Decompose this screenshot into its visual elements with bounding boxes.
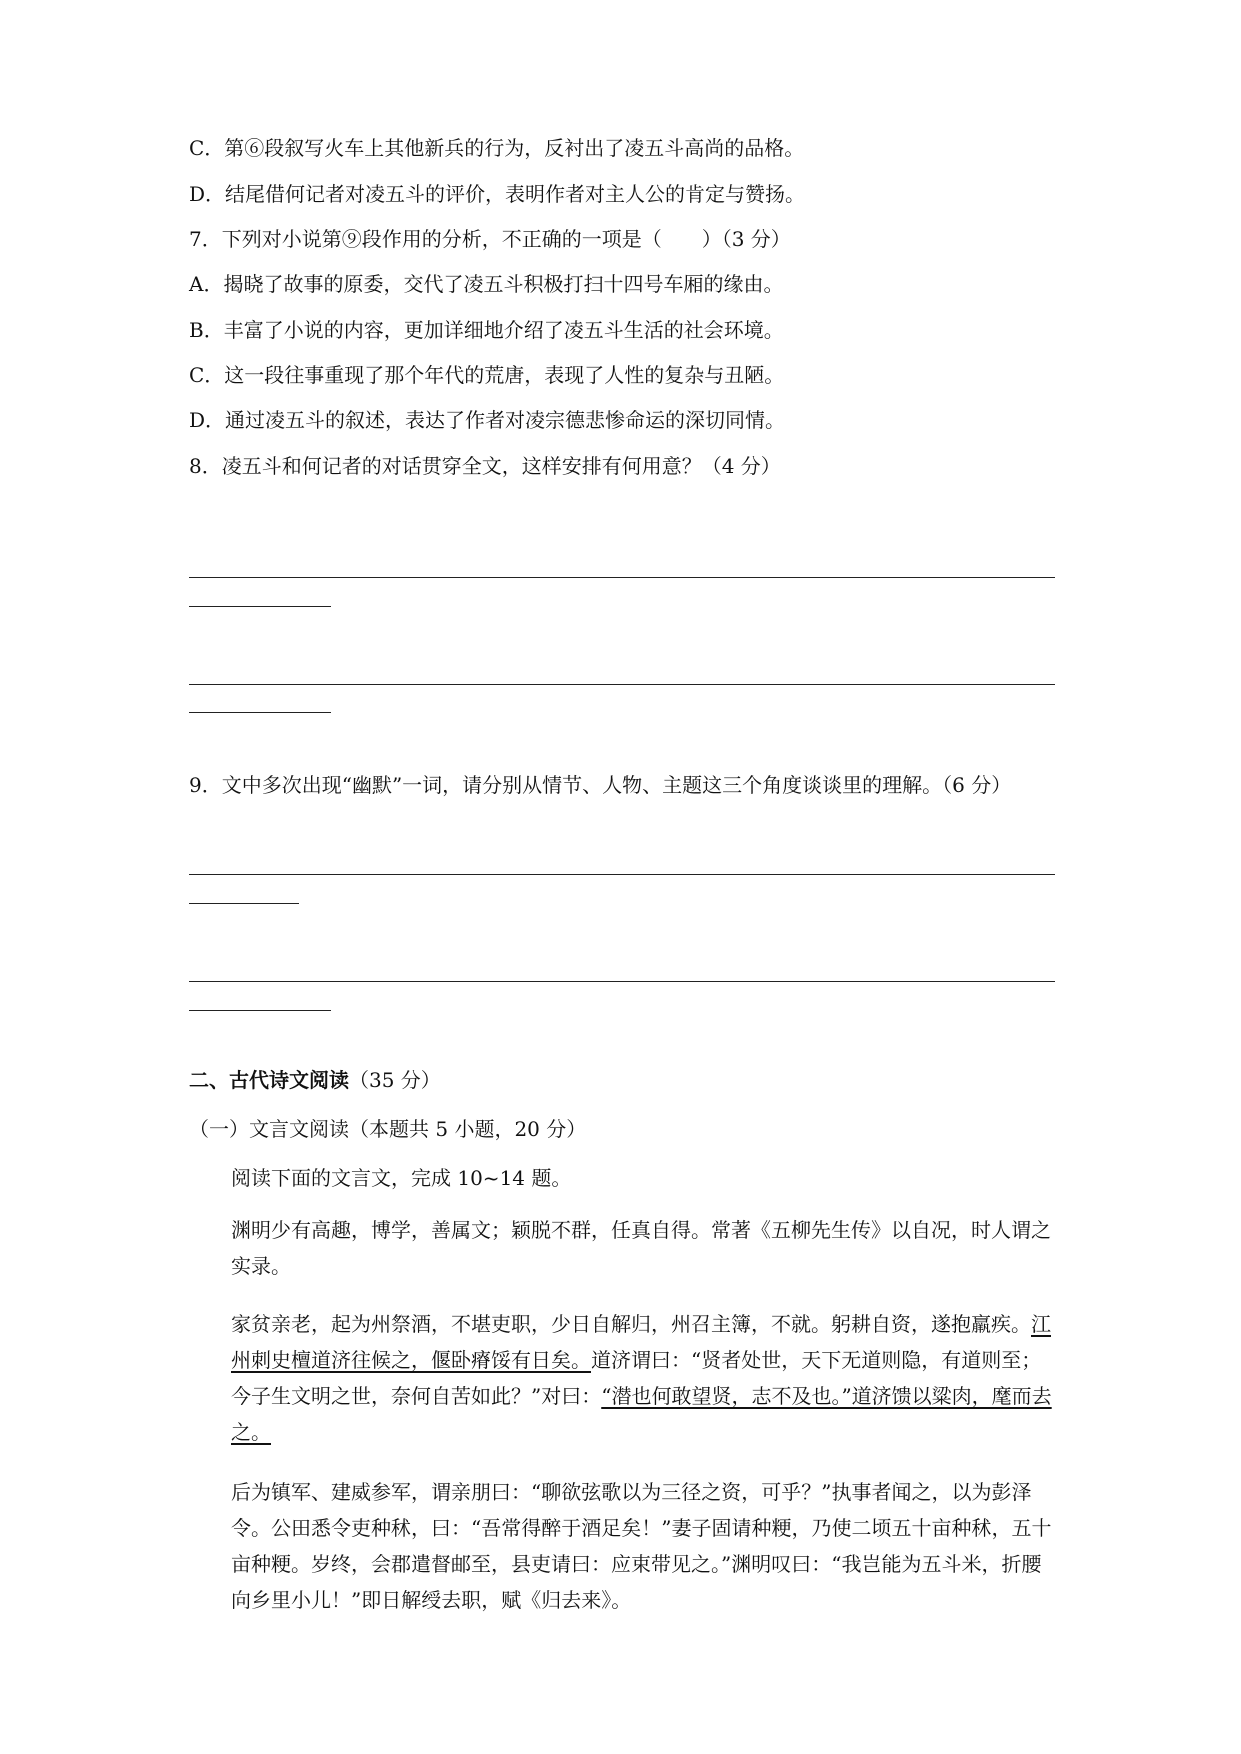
q7-option-a: A．揭晓了故事的原委，交代了凌五斗积极打扫十四号车厢的缘由。	[189, 272, 784, 296]
underlined-sentence: “潜也何敢望贤，志不及也。”道济馈以粱肉，麾而去之。	[231, 1384, 1052, 1444]
q7-option-d: D．通过凌五斗的叙述，表达了作者对凌宗德悲惨命运的深切同情。	[189, 408, 786, 432]
passage-paragraph-1	[189, 1212, 1055, 1284]
subsection-heading: （一）文言文阅读（本题共 5 小题，20 分）	[189, 1117, 587, 1141]
answer-line-short	[189, 903, 299, 904]
section-score: （35 分）	[349, 1068, 441, 1092]
answer-line-short	[189, 712, 331, 713]
section-heading	[189, 1068, 441, 1092]
answer-line	[189, 981, 1055, 982]
q7-option-c: C．这一段往事重现了那个年代的荒唐，表现了人性的复杂与丑陋。	[189, 363, 785, 387]
passage-text	[189, 1306, 1055, 1450]
answer-line-short	[189, 1010, 331, 1011]
q9-stem: 9．文中多次出现“幽默”一词，请分别从情节、人物、主题这三个角度谈谈里的理解。（6 分）	[189, 773, 1012, 797]
passage-paragraph-2	[189, 1306, 1055, 1450]
passage-span: 道济谓曰：“贤者处世，天下无道则隐，有道则至；今子生文明之世，奈何自苦如此？”对曰：	[231, 1348, 1042, 1408]
section-title: 二、古代诗文阅读	[189, 1068, 349, 1092]
reading-instruction: 阅读下面的文言文，完成 10~14 题。	[231, 1166, 572, 1190]
answer-line	[189, 577, 1055, 578]
q8-stem: 8．凌五斗和何记者的对话贯穿全文，这样安排有何用意？（4 分）	[189, 454, 781, 478]
answer-line-short	[189, 606, 331, 607]
passage-text: 渊明少有高趣，博学，善属文；颖脱不群，任真自得。常著《五柳先生传》以自况，时人谓之实录。	[231, 1218, 1051, 1278]
underlined-sentence: 江州刺史檀道济往候之，偃卧瘠馁有日矣。	[231, 1312, 1051, 1372]
q7-stem: 7．下列对小说第⑨段作用的分析，不正确的一项是（ ）（3 分）	[189, 227, 791, 251]
passage-span: 家贫亲老，起为州祭酒，不堪吏职，少日自解归，州召主簿，不就。躬耕自资，遂抱羸疾。	[231, 1312, 1031, 1336]
passage-text: 后为镇军、建威参军，谓亲朋曰：“聊欲弦歌以为三径之资，可乎？”执事者闻之，以为彭泽令。公田悉令吏种秫，曰：“吾常得醉于酒足矣！”妻子固请种粳，乃使二顷五十亩种秫，五十亩种粳。岁终，会郡遣督邮至，县吏请曰：应束带见之。”渊明叹曰：“我岂能为五斗米，折腰向乡里小儿！”即日解绶去职，赋《归去来》。	[231, 1480, 1052, 1612]
answer-line	[189, 874, 1055, 875]
answer-line	[189, 684, 1055, 685]
q7-option-b: B．丰富了小说的内容，更加详细地介绍了凌五斗生活的社会环境。	[189, 318, 784, 342]
q6-option-d: D．结尾借何记者对凌五斗的评价，表明作者对主人公的肯定与赞扬。	[189, 182, 806, 206]
passage-paragraph-3	[189, 1474, 1055, 1618]
q6-option-c: C．第⑥段叙写火车上其他新兵的行为，反衬出了凌五斗高尚的品格。	[189, 136, 805, 160]
